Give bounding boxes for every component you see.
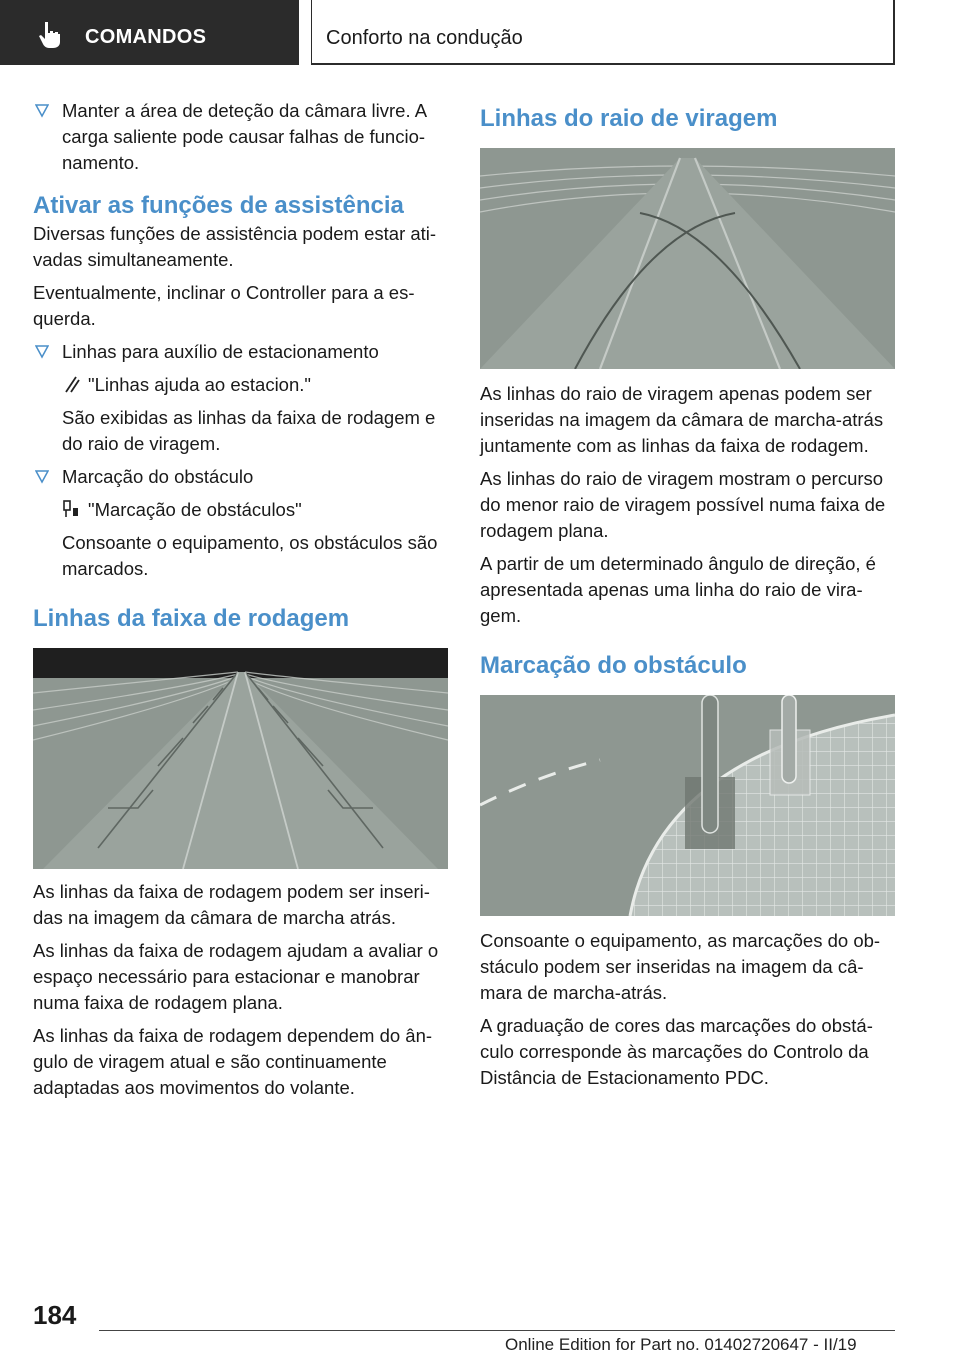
heading-obstacle: Marcação do obstáculo [480, 652, 747, 679]
pointing-hand-icon [38, 20, 64, 48]
menu-entry: "Linhas ajuda ao estacion." [33, 372, 449, 398]
paragraph: As linhas da faixa de rodagem dependem do ângulo de viragem atual e são continuamente adaptadas aos movimentos do volante. [33, 1025, 433, 1098]
edition-note: Online Edition for Part no. 01402720647 - II/19 [505, 1335, 857, 1354]
paragraph: Consoante o equipamento, os obstáculos são marcados. [62, 532, 438, 579]
triangle-bullet-icon [35, 343, 49, 359]
paragraph: A partir de um determinado ângulo de direção, é apresentada apenas uma linha do raio de viragem. [480, 553, 876, 626]
turning-radius-figure [480, 148, 895, 369]
obstacle-marking-figure [480, 695, 895, 916]
lane-lines-figure [33, 648, 448, 869]
obstacle-marking-icon [62, 499, 82, 519]
paragraph: As linhas do raio de viragem mostram o percurso do menor raio de viragem possível numa faixa de rodagem plana. [480, 468, 886, 541]
paragraph: Eventualmente, inclinar o Controller para a esquerda. [33, 282, 415, 329]
section-tab[interactable] [0, 0, 299, 65]
parking-lines-icon [62, 374, 82, 394]
section-label: COMANDOS [85, 26, 207, 48]
page-number: 184 [33, 1300, 77, 1330]
list-item: Linhas para auxílio de estacionamento [33, 339, 449, 365]
chapter-title: Conforto na condução [326, 27, 523, 49]
paragraph: São exibidas as linhas da faixa de rodagem e do raio de viragem. [62, 407, 436, 454]
paragraph: As linhas da faixa de rodagem podem ser inseridas na imagem da câmara de marcha atrás. [33, 881, 430, 928]
chapter-header [311, 0, 895, 65]
paragraph: Diversas funções de assistência podem estar ativadas simultaneamente. [33, 223, 437, 270]
paragraph: A graduação de cores das marcações do obstáculo corresponde às marcações do Controlo da Distância de Estacionamento PDC. [480, 1015, 873, 1088]
left-column [33, 98, 449, 1108]
heading-assist: Ativar as funções de assistência [33, 192, 404, 219]
list-item: Marcação do obstáculo [33, 464, 449, 490]
heading-turn: Linhas do raio de viragem [480, 105, 778, 132]
list-item: Manter a área de deteção da câmara livre. A carga saliente pode causar falhas de funcionamento. [33, 98, 449, 176]
paragraph: Consoante o equipamento, as marcações do obstáculo podem ser inseridas na imagem da câmara de marcha-atrás. [480, 930, 881, 1003]
heading-lanes: Linhas da faixa de rodagem [33, 605, 350, 632]
paragraph: As linhas do raio de viragem apenas podem ser inseridas na imagem da câmara de marcha-atrás juntamente com as linhas da faixa de rodagem. [480, 383, 884, 456]
menu-entry: "Marcação de obstáculos" [33, 497, 449, 523]
footer-divider [99, 1330, 895, 1331]
paragraph: As linhas da faixa de rodagem ajudam a avaliar o espaço necessário para estacionar e manobrar numa faixa de rodagem plana. [33, 940, 439, 1013]
triangle-bullet-icon [35, 102, 49, 118]
right-column [480, 98, 896, 1098]
triangle-bullet-icon [35, 468, 49, 484]
